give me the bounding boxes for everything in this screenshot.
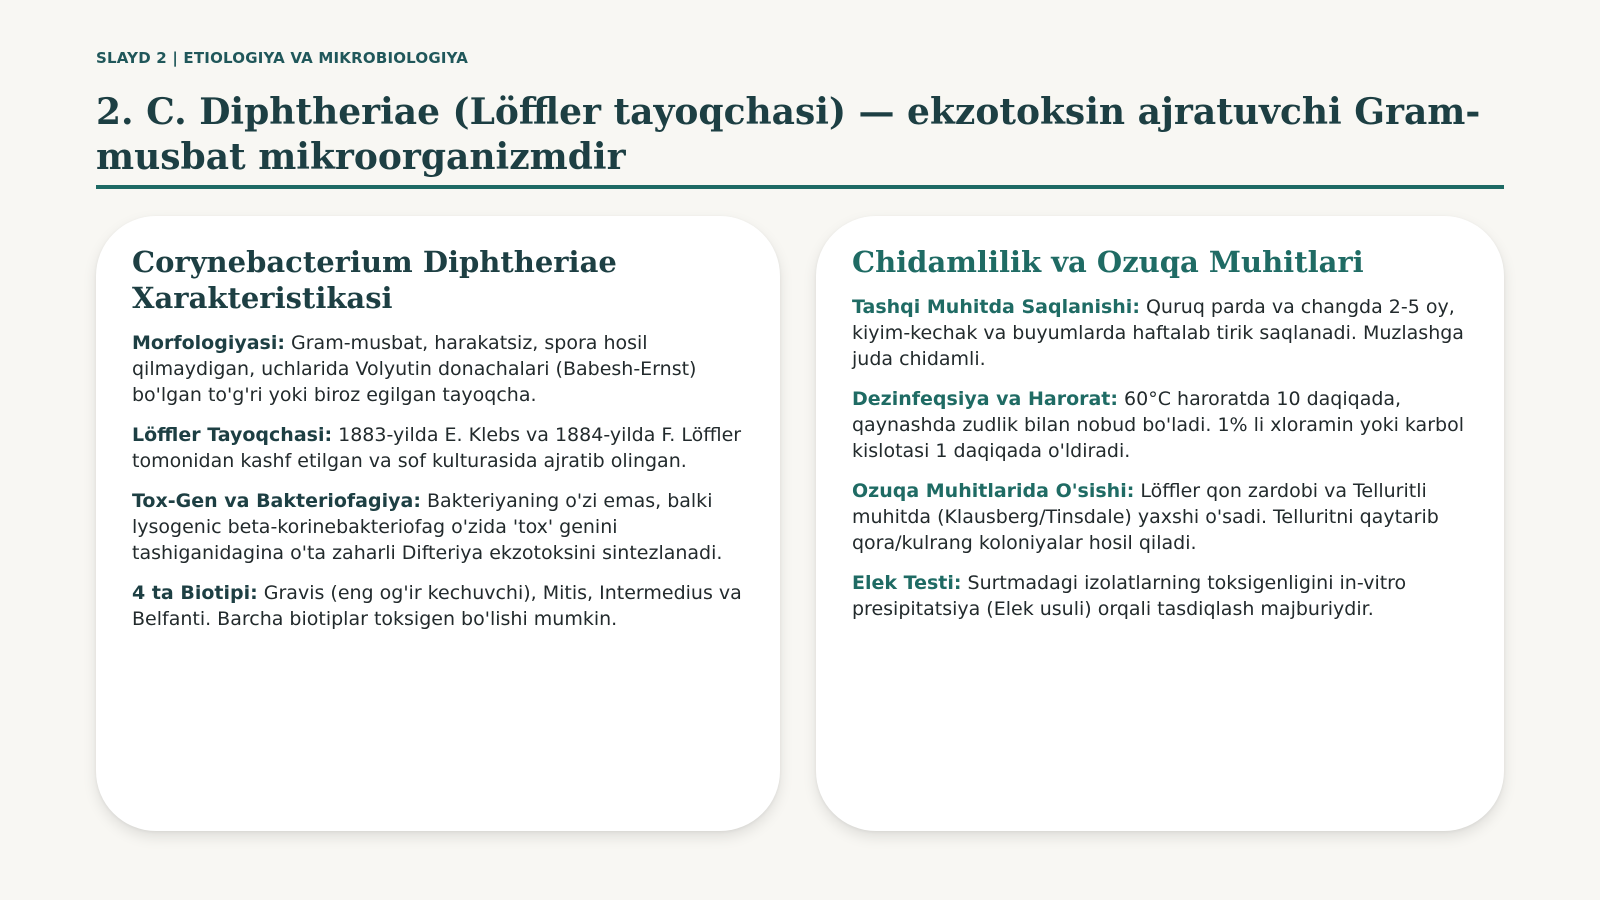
item-label: Ozuqa Muhitlarida O'sishi: <box>852 480 1135 502</box>
item-text: Gravis (eng og'ir kechuvchi), Mitis, Intermedius va Belfanti. Barcha biotiplar toksigen bo'lishi mumkin. <box>132 582 742 630</box>
list-item <box>132 488 748 566</box>
resistance-media-card-title: Chidamlilik va Ozuqa Muhitlari <box>852 245 1364 279</box>
item-text: Bakteriyaning o'zi emas, balki lysogenic beta-korinebakteriofag o'zida 'tox' genini tashiganidagina o'ta zaharli Difteriya ekzotoksini sintezlanadi. <box>132 490 723 564</box>
characteristics-card-title: Corynebacterium Diphtheriae Xarakteristikasi <box>132 245 617 315</box>
item-label: 4 ta Biotipi: <box>132 582 258 604</box>
characteristics-card <box>96 216 780 831</box>
slide-kicker: SLAYD 2 | ETIOLOGIYA VA MIKROBIOLOGIYA <box>96 49 469 67</box>
list-item <box>852 570 1472 622</box>
item-label: Tashqi Muhitda Saqlanishi: <box>852 296 1140 318</box>
item-text: Surtmadagi izolatlarning toksigenligini in-vitro presipitatsiya (Elek usuli) orqali tasdiqlash majburiydir. <box>852 572 1407 620</box>
list-item <box>132 580 748 632</box>
item-label: Elek Testi: <box>852 572 962 594</box>
list-item <box>852 478 1472 556</box>
item-text: 60°C haroratda 10 daqiqada, qaynashda zudlik bilan nobud bo'ladi. 1% li xloramin yoki karbol kislotasi 1 daqiqada o'ldiradi. <box>852 388 1464 462</box>
item-label: Löffler Tayoqchasi: <box>132 424 333 446</box>
item-label: Morfologiyasi: <box>132 332 285 354</box>
item-label: Dezinfeqsiya va Harorat: <box>852 388 1118 410</box>
list-item <box>852 386 1472 464</box>
item-text: Gram-musbat, harakatsiz, spora hosil qilmaydigan, uchlarida Volyutin donachalari (Babesh-Ernst) bo'lgan to'g'ri yoki biroz egilgan tayoqcha. <box>132 332 697 406</box>
resistance-media-card <box>816 216 1504 831</box>
title-divider <box>96 185 1504 189</box>
item-text: Löffler qon zardobi va Telluritli muhitda (Klausberg/Tinsdale) yaxshi o'sadi. Telluritni qaytarib qora/kulrang koloniyalar hosil qiladi. <box>852 480 1439 554</box>
list-item <box>132 330 748 408</box>
item-text: 1883-yilda E. Klebs va 1884-yilda F. Löffler tomonidan kashf etilgan va sof kulturasida ajratib olingan. <box>132 424 742 472</box>
item-label: Tox-Gen va Bakteriofagiya: <box>132 490 421 512</box>
list-item <box>852 294 1472 372</box>
list-item <box>132 422 748 474</box>
slide-title: 2. C. Diphtheriae (Löffler tayoqchasi) — ekzotoksin ajratuvchi Gram-musbat mikroorganizmdir <box>96 91 1481 178</box>
item-text: Quruq parda va changda 2-5 oy, kiyim-kechak va buyumlarda haftalab tirik saqlanadi. Muzlashga juda chidamli. <box>852 296 1464 370</box>
